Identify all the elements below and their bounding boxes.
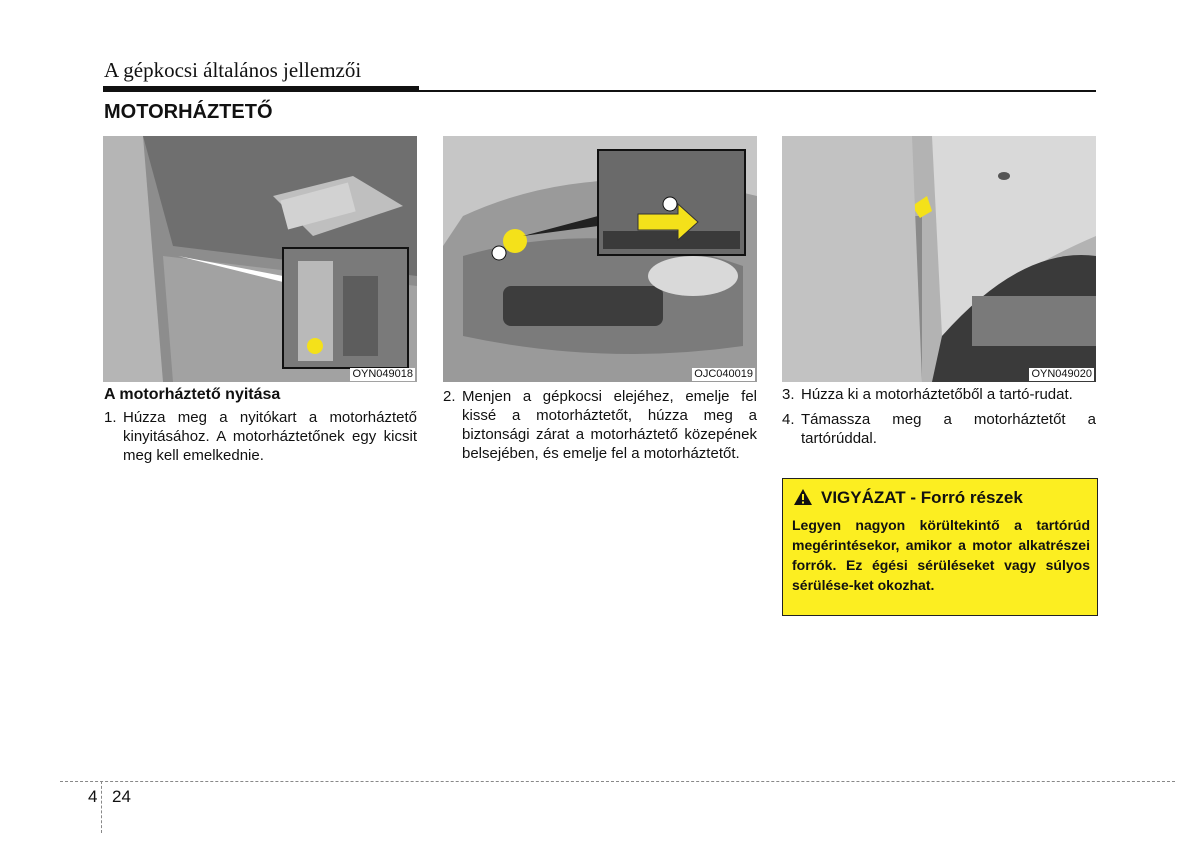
- step-1: [104, 408, 417, 465]
- warning-triangle-icon: [793, 488, 813, 511]
- step-number: 2.: [443, 388, 456, 405]
- figure-2-code: OJC040019: [694, 368, 753, 380]
- left-column-text: [104, 408, 417, 465]
- section-title: MOTORHÁZTETŐ: [104, 101, 273, 123]
- footer-divider: [60, 781, 1175, 782]
- step-number: 1.: [104, 409, 117, 426]
- warning-title-main: VIGYÁZAT: [821, 488, 906, 507]
- step-4: [782, 410, 1096, 448]
- step-text: Menjen a gépkocsi elejéhez, emelje fel kissé a motorháztetőt, húzza meg a biztonsági zárat a motorháztető közepének belsejében, és emelje fel a motorháztetőt.: [462, 388, 757, 462]
- warning-box: [782, 478, 1098, 616]
- middle-column-text: [443, 387, 757, 463]
- figure-3-illustration: [782, 136, 1096, 382]
- figure-1-code: OYN049018: [352, 368, 413, 380]
- figure-hood-safety-latch: [443, 136, 757, 382]
- step-text: Húzza ki a motorháztetőből a tartó-rudat.: [801, 386, 1073, 403]
- warning-title-sub: - Forró részek: [905, 488, 1023, 507]
- figure-2-illustration: [443, 136, 757, 382]
- warning-body: Legyen nagyon körültekintő a tartórúd megérintésekor, amikor a motor alkatrészei forrók. Ez égési sérüléseket vagy súlyos sérülése-ket okozhat.: [792, 517, 1090, 593]
- figure-hood-release-lever: [103, 136, 417, 382]
- step-text: Támassza meg a motorháztetőt a tartórúddal.: [801, 411, 1096, 447]
- right-column-text: [782, 385, 1096, 448]
- header-rule-thick: [103, 86, 419, 92]
- figure-hood-support-rod: [782, 136, 1096, 382]
- step-number: 3.: [782, 386, 795, 403]
- step-number: 4.: [782, 411, 795, 428]
- figure-1-illustration: [103, 136, 417, 382]
- running-header: A gépkocsi általános jellemzői: [104, 58, 362, 82]
- step-text: Húzza meg a nyitókart a motorháztető kinyitásához. A motorháztetőnek egy kicsit meg kell emelkednie.: [123, 409, 417, 464]
- footer-vertical-divider: [101, 781, 102, 833]
- page-number: 24: [112, 787, 131, 806]
- warning-title: [793, 488, 1023, 511]
- header-rule-thin: [419, 90, 1096, 92]
- subheading-hood-opening: A motorháztető nyitása: [104, 386, 281, 403]
- step-2: [443, 387, 757, 463]
- figure-3-code: OYN049020: [1031, 368, 1092, 380]
- step-3: [782, 385, 1096, 404]
- chapter-number: 4: [88, 787, 98, 806]
